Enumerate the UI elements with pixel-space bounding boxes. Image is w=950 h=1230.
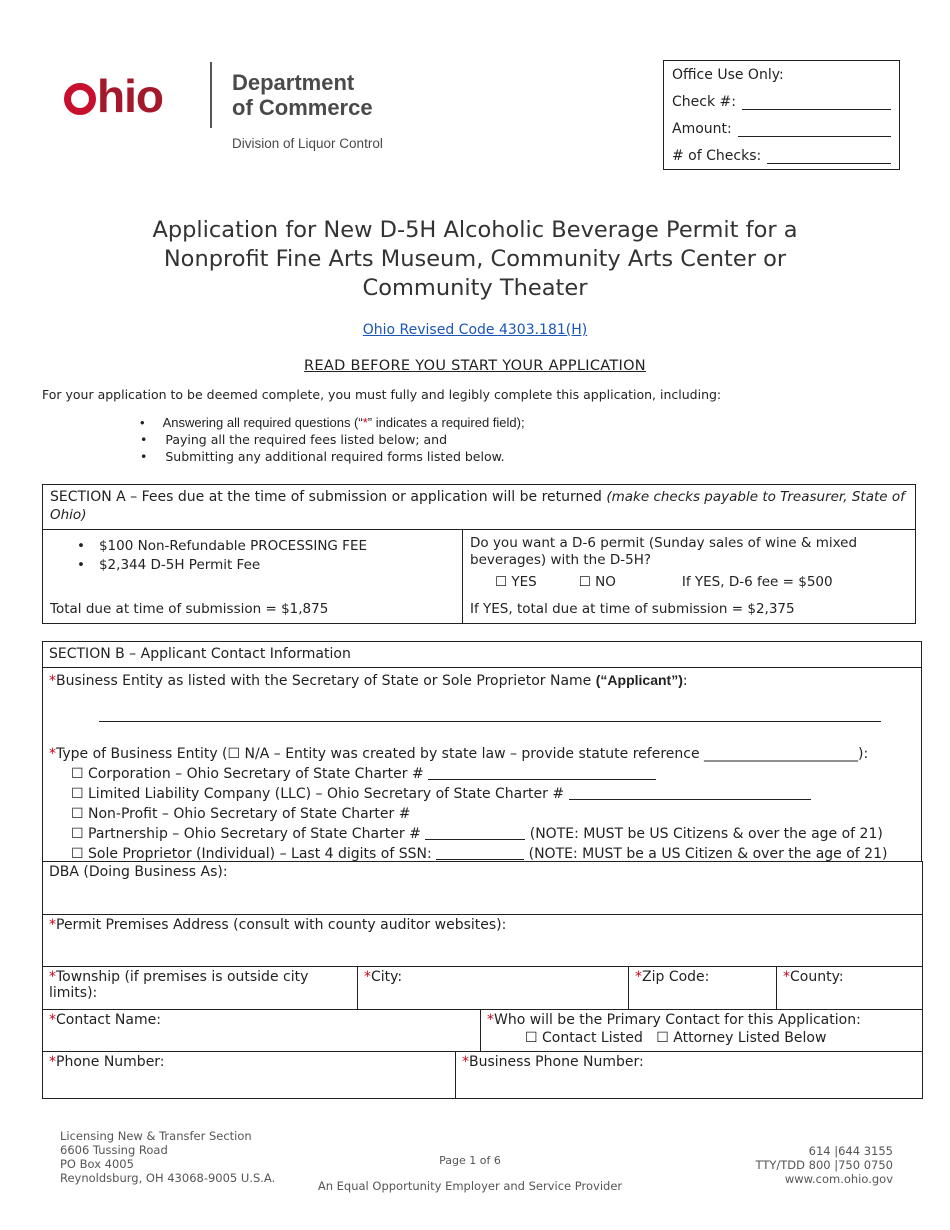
footer-address-line2: 6606 Tussing Road bbox=[60, 1143, 168, 1157]
total-due: Total due at time of submission = $1,875 bbox=[50, 601, 329, 617]
footer-address-line3: PO Box 4005 bbox=[60, 1157, 134, 1171]
required-star: * bbox=[362, 415, 368, 430]
option-nonprofit[interactable] bbox=[49, 804, 887, 824]
title-line-3: Community Theater bbox=[362, 275, 588, 301]
primary-contact-cell bbox=[481, 1010, 923, 1052]
colon: : bbox=[682, 673, 688, 689]
d6-fee: If YES, D-6 fee = $500 bbox=[681, 574, 833, 590]
bullet-pay-fees: • Paying all the required fees listed below; and bbox=[140, 431, 525, 448]
amount-row bbox=[672, 110, 891, 137]
eoe-statement: An Equal Opportunity Employer and Service Provider bbox=[317, 1179, 623, 1193]
d6-permit-cell bbox=[463, 530, 915, 623]
ohio-logo-text: hio bbox=[97, 70, 163, 122]
option-llc[interactable] bbox=[49, 784, 887, 804]
d6-question: Do you want a D-6 permit (Sunday sales of wine & mixed beverages) with the D-5H? bbox=[470, 535, 858, 568]
applicant-text: (“Applicant”) bbox=[595, 672, 683, 688]
d6-yes-checkbox[interactable]: ☐ YES bbox=[495, 574, 537, 590]
fee-list bbox=[77, 537, 367, 575]
required-star: * bbox=[49, 917, 56, 933]
footer-tty: TTY/TDD 800 |750 0750 bbox=[755, 1158, 893, 1172]
section-b bbox=[42, 641, 922, 862]
total-due-with-d6: If YES, total due at time of submission = $2,375 bbox=[470, 601, 795, 617]
phone-table bbox=[42, 1051, 923, 1099]
partnership-charter-field[interactable] bbox=[425, 839, 525, 840]
premises-address-field[interactable] bbox=[43, 915, 923, 967]
amount-field[interactable] bbox=[738, 122, 891, 137]
corporation-charter-field[interactable] bbox=[428, 779, 656, 780]
title-line-1: Application for New D-5H Alcoholic Beverage Permit for a bbox=[152, 217, 798, 243]
partnership-note: (NOTE: MUST be US Citizens & over the age of 21) bbox=[529, 826, 883, 842]
bullet-submit-forms: • Submitting any additional required forms listed below. bbox=[140, 448, 525, 465]
nonprofit-label[interactable]: ☐ Non-Profit – Ohio Secretary of State Charter # bbox=[71, 806, 411, 822]
sole-proprietor-label[interactable]: ☐ Sole Proprietor (Individual) – Last 4 digits of SSN: bbox=[71, 846, 432, 862]
check-number-field[interactable] bbox=[742, 95, 891, 110]
ohio-logo bbox=[64, 70, 163, 122]
required-star: * bbox=[49, 1012, 56, 1028]
required-star: * bbox=[49, 969, 56, 985]
township-field[interactable] bbox=[43, 967, 358, 1010]
required-star: * bbox=[487, 1012, 494, 1028]
contact-listed-checkbox[interactable]: ☐ Contact Listed bbox=[525, 1030, 643, 1046]
check-number-label: Check #: bbox=[672, 94, 736, 110]
section-a-heading bbox=[43, 485, 915, 530]
page-number: Page 1 of 6 bbox=[439, 1154, 501, 1167]
business-entity-label bbox=[49, 672, 688, 689]
llc-label[interactable]: ☐ Limited Liability Company (LLC) – Ohio Secretary of State Charter # bbox=[71, 786, 565, 802]
zip-label: Zip Code: bbox=[642, 969, 710, 985]
business-phone-label: Business Phone Number: bbox=[469, 1054, 644, 1070]
premises-address-label: Permit Premises Address (consult with county auditor websites): bbox=[56, 917, 507, 933]
bullet1-post: ” indicates a required field); bbox=[367, 415, 525, 430]
county-field[interactable] bbox=[777, 967, 923, 1010]
section-a bbox=[42, 484, 916, 624]
processing-fee: • $100 Non-Refundable PROCESSING FEE bbox=[77, 537, 367, 556]
option-corporation[interactable] bbox=[49, 764, 887, 784]
corporation-label[interactable]: ☐ Corporation – Ohio Secretary of State Charter # bbox=[71, 766, 424, 782]
business-type-label bbox=[49, 744, 887, 764]
footer-contact bbox=[700, 1144, 893, 1186]
num-checks-field[interactable] bbox=[767, 149, 891, 164]
read-before-heading: READ BEFORE YOU START YOUR APPLICATION bbox=[304, 358, 646, 374]
business-phone-field[interactable] bbox=[456, 1052, 923, 1099]
llc-charter-field[interactable] bbox=[569, 799, 811, 800]
primary-contact-label: Who will be the Primary Contact for this Application: bbox=[494, 1012, 861, 1028]
office-use-title-text: Office Use Only: bbox=[672, 67, 784, 83]
footer-address-line1: Licensing New & Transfer Section bbox=[60, 1129, 252, 1143]
partnership-label[interactable]: ☐ Partnership – Ohio Secretary of State Charter # bbox=[71, 826, 421, 842]
department-name bbox=[232, 70, 373, 120]
business-type-group bbox=[49, 744, 887, 864]
instructions-list bbox=[140, 414, 525, 465]
dba-label: DBA (Doing Business As): bbox=[49, 864, 228, 880]
section-b-heading: SECTION B – Applicant Contact Information bbox=[43, 642, 921, 668]
footer-website[interactable]: www.com.ohio.gov bbox=[784, 1172, 893, 1186]
city-label: City: bbox=[371, 969, 403, 985]
section-a-title: SECTION A – Fees due at the time of submission or application will be returned bbox=[50, 489, 602, 505]
required-star: * bbox=[364, 969, 371, 985]
city-field[interactable] bbox=[358, 967, 629, 1010]
option-partnership[interactable] bbox=[49, 824, 887, 844]
check-number-row bbox=[672, 83, 891, 110]
department-line2: of Commerce bbox=[232, 95, 373, 120]
contact-name-field[interactable] bbox=[43, 1010, 481, 1052]
dba-field[interactable] bbox=[43, 862, 923, 915]
department-line1: Department bbox=[232, 70, 355, 95]
contact-name-label: Contact Name: bbox=[56, 1012, 161, 1028]
required-star: * bbox=[462, 1054, 469, 1070]
office-use-box bbox=[663, 60, 900, 170]
township-label: Township (if premises is outside city limits): bbox=[49, 969, 309, 1001]
required-star: * bbox=[49, 673, 56, 689]
footer-phone: 614 |644 3155 bbox=[808, 1144, 893, 1158]
location-table bbox=[42, 966, 923, 1010]
zip-field[interactable] bbox=[629, 967, 777, 1010]
intro-text: For your application to be deemed complete, you must fully and legibly complete this application, including: bbox=[42, 387, 722, 402]
phone-label: Phone Number: bbox=[56, 1054, 165, 1070]
permit-fee: • $2,344 D-5H Permit Fee bbox=[77, 556, 367, 575]
required-star: * bbox=[783, 969, 790, 985]
d6-no-checkbox[interactable]: ☐ NO bbox=[578, 574, 616, 590]
contact-table bbox=[42, 1009, 923, 1052]
bullet1-pre: Answering all required questions (“ bbox=[162, 415, 363, 430]
business-entity-field[interactable] bbox=[99, 721, 881, 722]
county-label: County: bbox=[790, 969, 844, 985]
ssn-field[interactable] bbox=[436, 859, 524, 860]
phone-field[interactable] bbox=[43, 1052, 456, 1099]
business-type-text: Type of Business Entity (☐ N/A – Entity was created by state law – provide statute reference ______________________): bbox=[56, 746, 869, 762]
orc-link[interactable] bbox=[0, 322, 950, 338]
fees-cell bbox=[43, 530, 463, 623]
d6-options bbox=[470, 574, 908, 591]
orc-link-text[interactable]: Ohio Revised Code 4303.181(H) bbox=[362, 322, 588, 338]
bullet-answer-questions bbox=[140, 414, 525, 431]
logo-divider bbox=[210, 62, 212, 128]
business-entity-text: Business Entity as listed with the Secretary of State or Sole Proprietor Name bbox=[56, 673, 592, 689]
page-title bbox=[60, 216, 890, 303]
title-line-2: Nonprofit Fine Arts Museum, Community Arts Center or bbox=[163, 246, 787, 272]
sole-proprietor-note: (NOTE: MUST be a US Citizen & over the age of 21) bbox=[528, 846, 888, 862]
primary-contact-options bbox=[487, 1030, 916, 1046]
section-a-note: (make checks payable to Treasurer, State of Ohio) bbox=[50, 489, 905, 523]
dba-table bbox=[42, 861, 923, 967]
required-star: * bbox=[635, 969, 642, 985]
required-star: * bbox=[49, 1054, 56, 1070]
num-checks-row bbox=[672, 137, 891, 164]
required-star: * bbox=[49, 746, 56, 762]
division-name: Division of Liquor Control bbox=[232, 136, 383, 151]
ohio-logo-o-icon bbox=[64, 83, 96, 115]
attorney-listed-checkbox[interactable]: ☐ Attorney Listed Below bbox=[656, 1030, 827, 1046]
footer-address-line4: Reynoldsburg, OH 43068-9005 U.S.A. bbox=[60, 1171, 276, 1185]
num-checks-label: # of Checks: bbox=[672, 148, 762, 164]
amount-label: Amount: bbox=[672, 121, 732, 137]
office-use-title bbox=[672, 63, 891, 83]
